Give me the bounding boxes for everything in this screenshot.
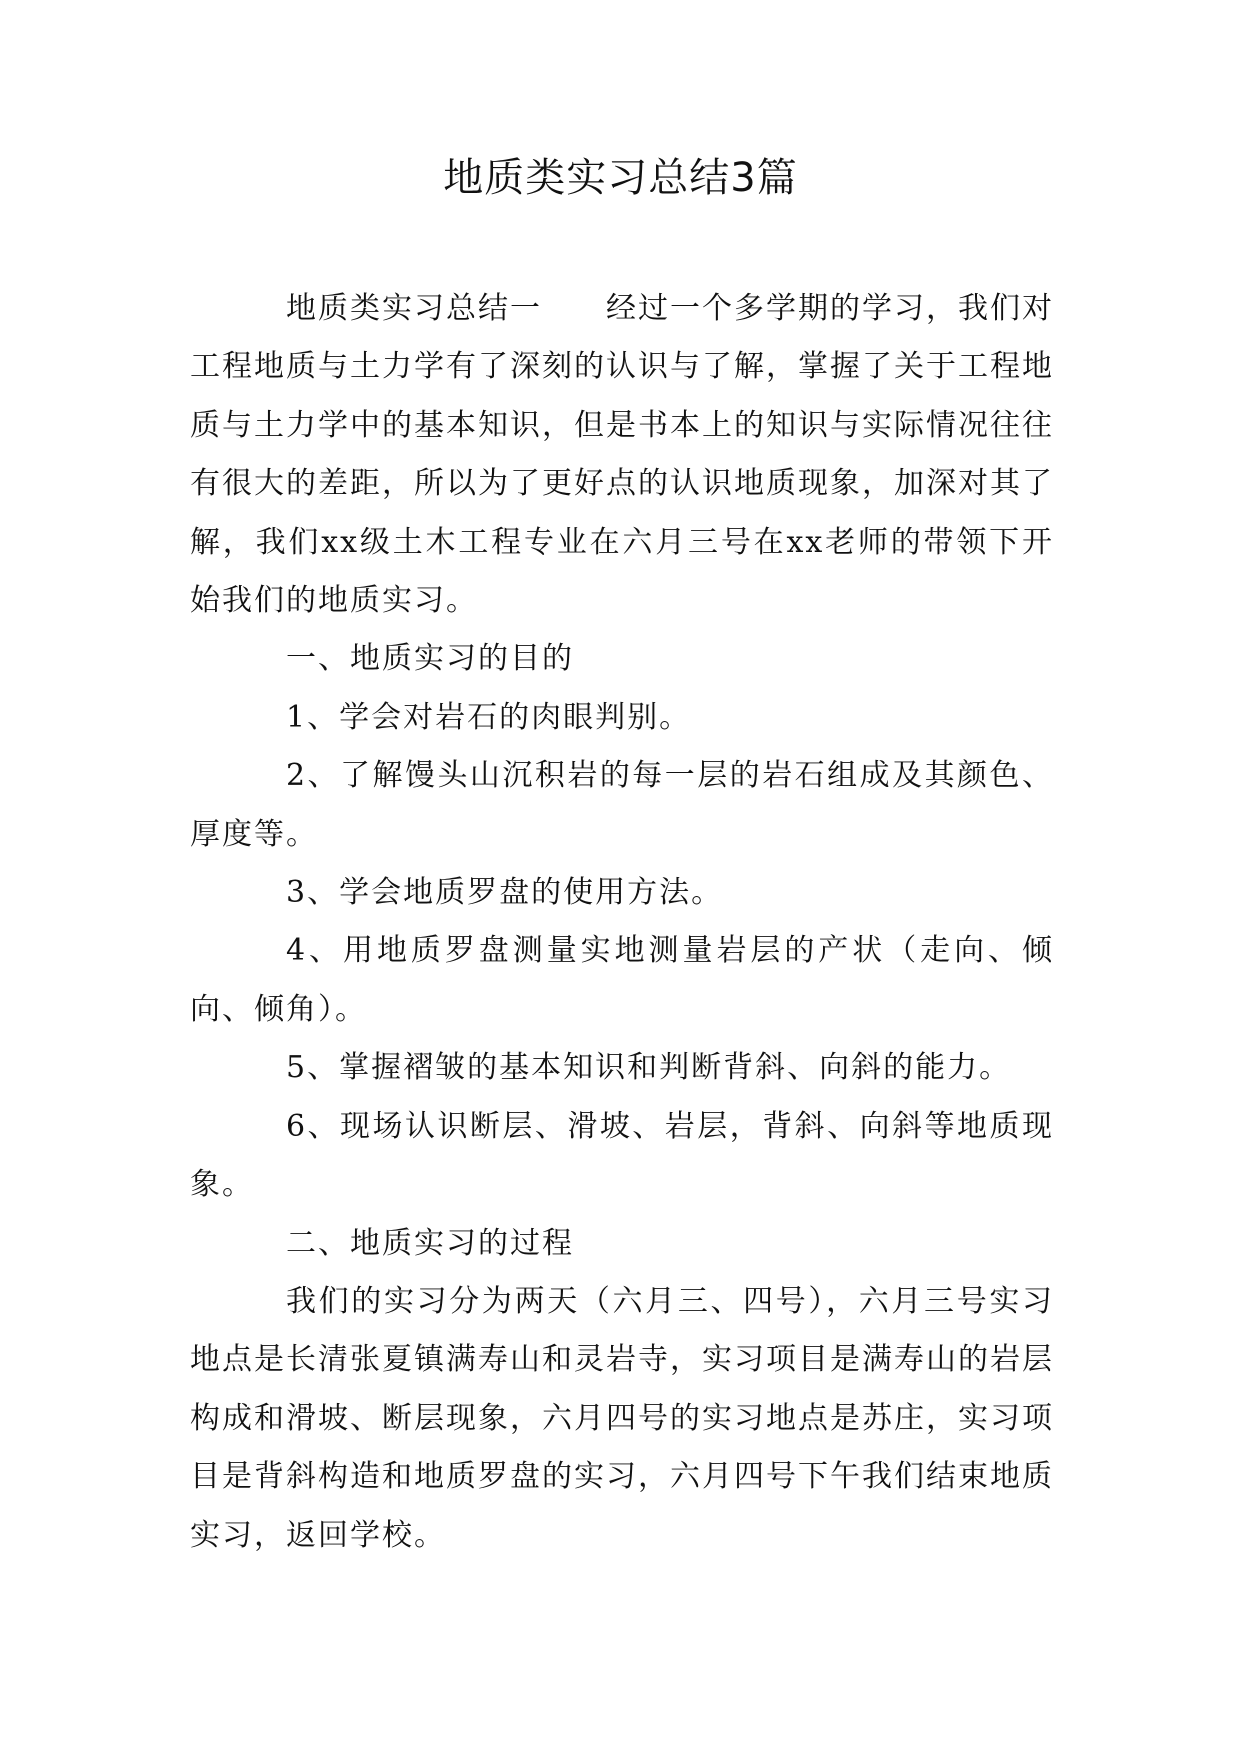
list-item-purpose-3: 3、学会地质罗盘的使用方法。 [286,875,724,911]
paragraph-intro: 地质类实习总结一 经过一个多学期的学习，我们对工程地质与土力学有了深刻的认识与了解，掌握了关于工程地质与土力学中的基本知识，但是书本上的知识与实际情况往往有很大的差距，所以为了更好点的认识地质现象，加深对其了解，我们xx级土木工程专业在六月三号在xx老师的带领下开始我们的地质实习。 [190,291,1054,619]
paragraph-process: 我们的实习分为两天（六月三、四号），六月三号实习地点是长清张夏镇满寿山和灵岩寺，实习项目是满寿山的岩层构成和滑坡、断层现象，六月四号的实习地点是苏庄，实习项目是背斜构造和地质罗盘的实习，六月四号下午我们结束地质实习，返回学校。 [190,1283,1054,1553]
list-item-purpose-6: 6、现场认识断层、滑坡、岩层，背斜、向斜等地质现象。 [190,1108,1054,1203]
document-body [190,280,1054,1565]
list-item-purpose-4: 4、用地质罗盘测量实地测量岩层的产状（走向、倾向、倾角）。 [190,933,1054,1027]
list-item-purpose-2: 2、了解馒头山沉积岩的每一层的岩石组成及其颜色、厚度等。 [190,758,1054,852]
list-item-purpose-5: 5、掌握褶皱的基本知识和判断背斜、向斜的能力。 [286,1050,1012,1086]
section-heading-process: 二、地质实习的过程 [286,1225,574,1261]
section-heading-purpose: 一、地质实习的目的 [286,641,574,677]
page-title: 地质类实习总结3篇 [443,155,798,201]
list-item-purpose-1: 1、学会对岩石的肉眼判别。 [286,699,692,735]
